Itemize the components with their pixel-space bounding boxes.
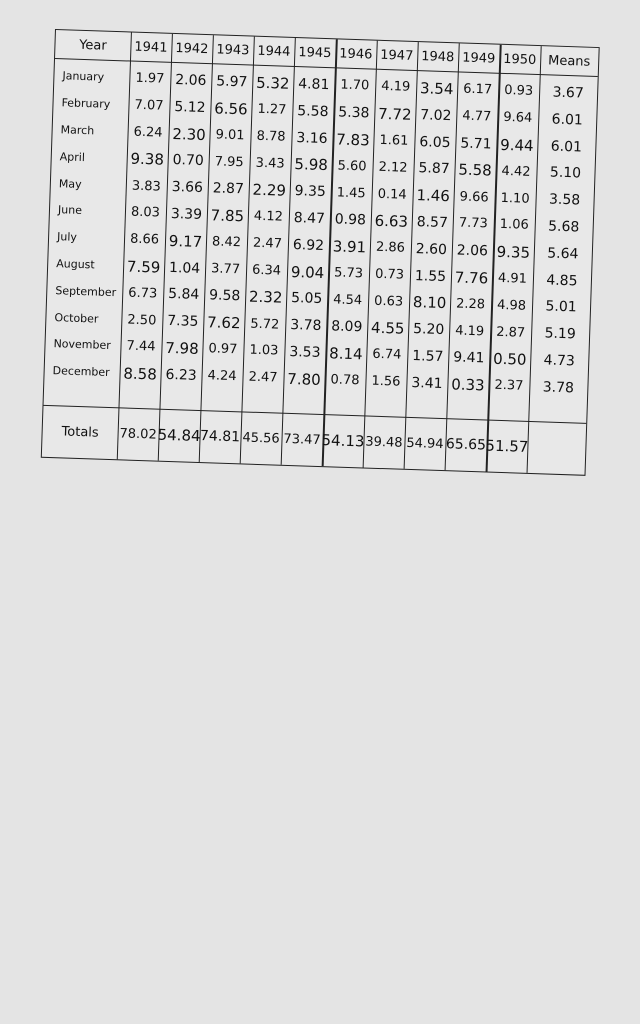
rainfall-value: 2.87 xyxy=(212,180,245,198)
rainfall-value: 8.57 xyxy=(416,214,449,232)
rainfall-value: 6.63 xyxy=(374,211,409,231)
total-value: 54.13 xyxy=(321,431,365,451)
year-header: 1946 xyxy=(339,45,373,63)
rainfall-value: 2.12 xyxy=(378,159,408,176)
month-label: March xyxy=(60,123,95,138)
rainfall-value: 3.91 xyxy=(332,237,367,257)
rainfall-value: 3.39 xyxy=(170,205,203,223)
mean-value: 4.85 xyxy=(546,272,578,290)
mean-value: 5.10 xyxy=(549,164,582,182)
year-header: 1941 xyxy=(134,39,168,56)
total-value: 74.81 xyxy=(199,428,241,446)
rainfall-value: 1.27 xyxy=(257,102,287,118)
rainfall-value: 8.47 xyxy=(293,210,326,228)
rainfall-value: 8.10 xyxy=(412,293,447,313)
total-value: 54.84 xyxy=(157,425,201,446)
rainfall-value: 7.83 xyxy=(336,129,370,150)
rainfall-value: 7.73 xyxy=(458,215,488,232)
year-header: 1943 xyxy=(216,41,250,58)
rainfall-value: 6.92 xyxy=(292,236,325,254)
rainfall-value: 0.97 xyxy=(208,341,238,358)
rainfall-value: 6.17 xyxy=(462,82,493,99)
rainfall-value: 2.50 xyxy=(127,312,157,329)
rainfall-value: 7.44 xyxy=(126,339,156,355)
rainfall-value: 5.98 xyxy=(294,155,329,175)
rainfall-value: 4.19 xyxy=(454,323,485,340)
rainfall-value: 1.03 xyxy=(249,343,279,360)
rainfall-value: 0.73 xyxy=(374,266,405,283)
rainfall-value: 8.09 xyxy=(330,318,363,336)
year-header: 1949 xyxy=(461,50,496,67)
rainfall-value: 1.45 xyxy=(336,185,366,202)
rainfall-value: 3.16 xyxy=(296,129,328,147)
rainfall-value: 9.38 xyxy=(130,149,165,170)
rainfall-value: 5.72 xyxy=(250,316,280,333)
rainfall-value: 2.30 xyxy=(172,124,207,144)
rainfall-value: 2.29 xyxy=(252,180,287,200)
rainfall-value: 4.42 xyxy=(501,163,531,180)
rainfall-value: 2.47 xyxy=(248,369,278,386)
rainfall-value: 7.59 xyxy=(126,257,161,277)
total-value: 65.65 xyxy=(445,436,487,454)
rainfall-value: 7.07 xyxy=(134,97,164,114)
mean-value: 5.19 xyxy=(544,325,576,343)
totals-mean-value xyxy=(527,421,587,475)
mean-value: 5.64 xyxy=(546,245,579,263)
month-label: August xyxy=(56,257,95,272)
rainfall-value: 5.20 xyxy=(412,321,445,339)
rainfall-value: 5.58 xyxy=(297,102,329,120)
mean-value: 5.68 xyxy=(547,218,580,236)
total-value: 51.57 xyxy=(485,436,529,456)
rainfall-value: 1.06 xyxy=(499,217,529,234)
rainfall-value: 2.06 xyxy=(175,72,207,90)
rainfall-value: 9.04 xyxy=(290,262,325,282)
rainfall-value: 0.50 xyxy=(492,349,527,369)
rainfall-value: 7.62 xyxy=(206,313,241,333)
mean-value: 3.78 xyxy=(542,379,575,397)
rainfall-value: 5.84 xyxy=(167,286,200,304)
rainfall-value: 9.58 xyxy=(208,287,241,305)
rainfall-value: 1.04 xyxy=(168,259,201,277)
totals-label: Totals xyxy=(61,423,99,441)
mean-value: 4.73 xyxy=(543,352,576,370)
rainfall-value: 3.41 xyxy=(411,374,443,392)
rainfall-value: 7.02 xyxy=(419,106,452,124)
month-label: December xyxy=(52,364,110,380)
rainfall-value: 7.85 xyxy=(210,206,245,226)
rainfall-value: 4.77 xyxy=(462,108,492,125)
rainfall-value: 4.98 xyxy=(496,297,527,314)
year-header: 1950 xyxy=(502,51,537,68)
month-label: June xyxy=(57,203,83,218)
month-label: April xyxy=(59,150,86,164)
rainfall-value: 3.43 xyxy=(255,155,285,172)
month-label: September xyxy=(55,284,117,300)
month-label: January xyxy=(62,69,105,85)
rainfall-value: 5.97 xyxy=(215,73,248,91)
mean-value: 6.01 xyxy=(551,111,584,129)
rainfall-value: 7.95 xyxy=(214,154,244,171)
rainfall-value: 3.66 xyxy=(171,179,204,197)
rainfall-value: 9.44 xyxy=(499,135,534,155)
rainfall-value: 6.24 xyxy=(133,124,163,141)
rainfall-value: 2.37 xyxy=(494,378,524,395)
rainfall-value: 7.76 xyxy=(454,267,489,288)
rainfall-value: 0.63 xyxy=(373,293,404,310)
rainfall-value: 2.87 xyxy=(495,324,526,341)
rainfall-value: 1.97 xyxy=(135,71,165,88)
rainfall-value: 5.60 xyxy=(337,158,367,175)
rainfall-value: 4.55 xyxy=(370,318,405,338)
rainfall-value: 6.05 xyxy=(419,133,451,151)
rainfall-value: 7.98 xyxy=(164,338,199,358)
total-value: 54.94 xyxy=(406,435,444,452)
rainfall-value: 0.14 xyxy=(377,186,407,203)
rainfall-value: 4.81 xyxy=(297,76,330,94)
rainfall-value: 1.10 xyxy=(500,190,530,207)
rainfall-value: 1.57 xyxy=(411,348,444,366)
rainfall-value: 9.35 xyxy=(496,242,531,262)
rainfall-value: 0.93 xyxy=(503,83,534,100)
mean-value: 3.67 xyxy=(552,84,584,102)
year-header: 1942 xyxy=(175,40,209,57)
rainfall-value: 1.55 xyxy=(414,267,447,285)
month-label: October xyxy=(54,310,99,326)
year-header: 1945 xyxy=(298,44,332,61)
rainfall-value: 5.12 xyxy=(174,98,206,116)
total-value: 78.02 xyxy=(119,425,157,443)
total-value: 39.48 xyxy=(365,434,403,451)
rainfall-value: 2.60 xyxy=(415,240,448,258)
rainfall-value: 0.78 xyxy=(330,372,360,389)
rainfall-value: 5.71 xyxy=(460,135,492,153)
rainfall-table xyxy=(41,29,600,476)
rainfall-value: 4.19 xyxy=(381,79,411,96)
rainfall-value: 4.24 xyxy=(207,368,237,385)
rainfall-value: 3.78 xyxy=(289,317,322,335)
rainfall-value: 8.66 xyxy=(129,231,160,248)
rainfall-value: 2.28 xyxy=(455,296,486,313)
total-value: 73.47 xyxy=(283,431,321,448)
year-corner-header: Year xyxy=(78,37,107,54)
rainfall-value: 1.70 xyxy=(340,77,370,94)
month-label: February xyxy=(61,96,111,112)
rainfall-value: 1.61 xyxy=(379,132,409,149)
rainfall-value: 7.80 xyxy=(287,369,322,389)
rainfall-value: 5.05 xyxy=(290,290,323,308)
total-value: 45.56 xyxy=(242,429,280,447)
rainfall-value: 9.17 xyxy=(168,231,203,251)
rainfall-value: 9.41 xyxy=(452,349,485,367)
rainfall-value: 9.64 xyxy=(503,110,533,127)
rainfall-value: 8.58 xyxy=(123,364,158,384)
rainfall-value: 5.32 xyxy=(255,73,290,93)
rainfall-value: 5.73 xyxy=(333,265,364,282)
rainfall-value: 2.06 xyxy=(456,242,489,260)
rainfall-value: 3.77 xyxy=(210,261,241,278)
mean-value: 3.58 xyxy=(548,191,581,209)
rainfall-value: 8.14 xyxy=(328,344,363,364)
rainfall-value: 3.53 xyxy=(289,343,321,361)
rainfall-value: 8.42 xyxy=(211,234,242,251)
mean-value: 5.01 xyxy=(545,298,577,316)
rainfall-value: 0.70 xyxy=(172,152,205,170)
rainfall-value: 4.54 xyxy=(332,292,363,309)
rainfall-value: 5.87 xyxy=(418,160,450,178)
rainfall-value: 3.83 xyxy=(131,178,162,195)
rainfall-value: 5.38 xyxy=(338,104,370,122)
rainfall-value: 0.98 xyxy=(334,211,367,229)
rainfall-value: 5.58 xyxy=(458,160,493,180)
rainfall-value: 6.73 xyxy=(128,285,158,302)
rainfall-value: 1.56 xyxy=(371,373,401,390)
rainfall-value: 6.34 xyxy=(251,262,282,279)
year-header: 1944 xyxy=(257,43,291,60)
rainfall-value: 6.56 xyxy=(213,99,248,119)
rainfall-value: 2.32 xyxy=(248,287,283,308)
rainfall-value: 8.78 xyxy=(256,128,286,145)
rainfall-value: 2.47 xyxy=(252,235,283,252)
rainfall-value: 9.35 xyxy=(294,183,327,201)
rainfall-value: 4.91 xyxy=(497,270,528,287)
mean-value: 6.01 xyxy=(550,138,583,156)
rainfall-value: 6.74 xyxy=(372,347,402,364)
rainfall-value: 9.01 xyxy=(215,127,245,144)
rainfall-value: 3.54 xyxy=(419,79,454,99)
rainfall-value: 6.23 xyxy=(165,366,197,384)
rainfall-value: 7.72 xyxy=(377,104,412,124)
rainfall-value: 1.46 xyxy=(416,186,451,206)
rainfall-value: 0.33 xyxy=(450,375,485,395)
rainfall-value: 9.66 xyxy=(459,189,489,206)
month-label: July xyxy=(56,230,78,245)
month-label: November xyxy=(53,337,111,353)
rainfall-value: 4.12 xyxy=(253,209,284,226)
year-header: 1947 xyxy=(380,47,414,64)
month-label: May xyxy=(58,176,82,191)
rainfall-value: 8.03 xyxy=(130,205,161,222)
rainfall-value: 2.86 xyxy=(375,240,406,256)
rainfall-value: 7.35 xyxy=(167,313,199,331)
means-header: Means xyxy=(547,52,591,70)
year-header: 1948 xyxy=(421,48,455,65)
